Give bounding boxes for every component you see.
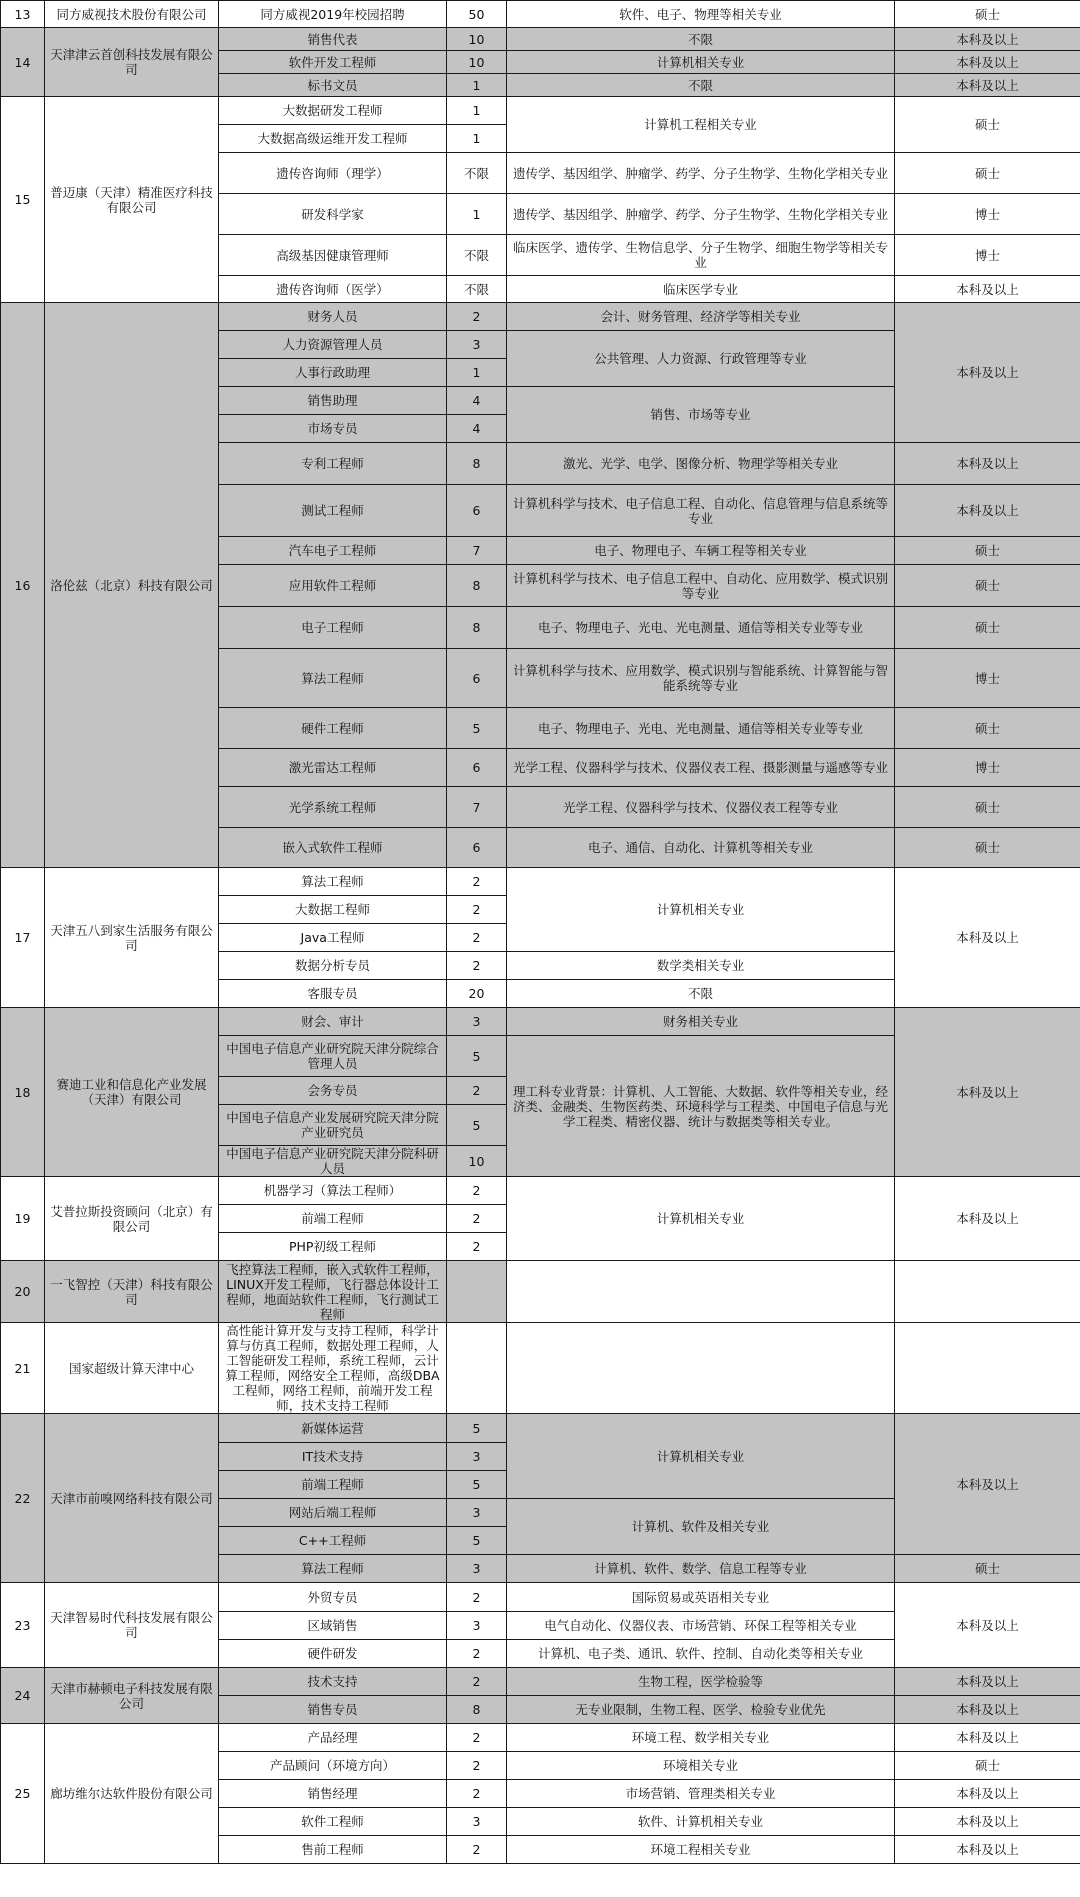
row-number: 19	[1, 1177, 45, 1261]
headcount: 2	[447, 924, 507, 952]
headcount	[447, 1261, 507, 1323]
headcount: 2	[447, 1640, 507, 1668]
degree-requirement: 本科及以上	[895, 1724, 1080, 1752]
row-number: 22	[1, 1414, 45, 1583]
company-name: 洛伦兹（北京）科技有限公司	[45, 303, 219, 868]
major-requirement: 环境工程、数学相关专业	[507, 1724, 895, 1752]
position-title: 市场专员	[219, 415, 447, 443]
position-title: 光学系统工程师	[219, 787, 447, 828]
company-name: 天津五八到家生活服务有限公司	[45, 868, 219, 1008]
row-number: 21	[1, 1323, 45, 1414]
degree-requirement: 博士	[895, 649, 1080, 708]
headcount: 8	[447, 607, 507, 649]
degree-requirement: 本科及以上	[895, 51, 1080, 74]
position-title: 电子工程师	[219, 607, 447, 649]
company-name: 同方威视技术股份有限公司	[45, 1, 219, 28]
headcount: 不限	[447, 153, 507, 194]
major-requirement: 光学工程、仪器科学与技术、仪器仪表工程、摄影测量与遥感等专业	[507, 749, 895, 787]
position-title: 大数据高级运维开发工程师	[219, 125, 447, 153]
degree-requirement: 硕士	[895, 97, 1080, 153]
major-requirement: 环境工程相关专业	[507, 1836, 895, 1864]
headcount: 3	[447, 1008, 507, 1036]
headcount: 3	[447, 1612, 507, 1640]
position-title: 中国电子信息产业发展研究院天津分院产业研究员	[219, 1105, 447, 1146]
position-title: 嵌入式软件工程师	[219, 828, 447, 868]
major-requirement: 计算机相关专业	[507, 51, 895, 74]
degree-requirement: 博士	[895, 235, 1080, 276]
headcount: 5	[447, 1527, 507, 1555]
degree-requirement: 本科及以上	[895, 1008, 1080, 1177]
row-number: 15	[1, 97, 45, 303]
major-requirement: 计算机科学与技术、电子信息工程中、自动化、应用数学、模式识别等专业	[507, 565, 895, 607]
headcount: 3	[447, 331, 507, 359]
row-number: 14	[1, 28, 45, 97]
position-title: 同方威视2019年校园招聘	[219, 1, 447, 28]
major-requirement	[507, 1323, 895, 1414]
degree-requirement: 硕士	[895, 537, 1080, 565]
headcount: 3	[447, 1555, 507, 1583]
degree-requirement: 硕士	[895, 1555, 1080, 1583]
degree-requirement: 本科及以上	[895, 276, 1080, 303]
position-title: 中国电子信息产业研究院天津分院综合管理人员	[219, 1036, 447, 1077]
headcount: 1	[447, 194, 507, 235]
position-title: 硬件研发	[219, 1640, 447, 1668]
position-title: 测试工程师	[219, 485, 447, 537]
company-name: 天津市前嗅网络科技有限公司	[45, 1414, 219, 1583]
major-requirement: 计算机相关专业	[507, 1414, 895, 1499]
major-requirement: 遗传学、基因组学、肿瘤学、药学、分子生物学、生物化学相关专业	[507, 194, 895, 235]
headcount: 2	[447, 868, 507, 896]
major-requirement: 计算机相关专业	[507, 868, 895, 952]
headcount	[447, 1323, 507, 1414]
position-title: 大数据研发工程师	[219, 97, 447, 125]
position-title: 高级基因健康管理师	[219, 235, 447, 276]
major-requirement: 不限	[507, 28, 895, 51]
headcount: 6	[447, 485, 507, 537]
degree-requirement: 硕士	[895, 607, 1080, 649]
company-name: 天津津云首创科技发展有限公司	[45, 28, 219, 97]
headcount: 8	[447, 1696, 507, 1724]
headcount: 7	[447, 537, 507, 565]
headcount: 2	[447, 1836, 507, 1864]
position-title: 高性能计算开发与支持工程师，科学计算与仿真工程师，数据处理工程师，人工智能研发工程师，系统工程师，云计算工程师，网络安全工程师，高级DBA工程师，网络工程师，前端开发工程师，技术支持工程师	[219, 1323, 447, 1414]
major-requirement: 电子、通信、自动化、计算机等相关专业	[507, 828, 895, 868]
degree-requirement: 本科及以上	[895, 485, 1080, 537]
headcount: 4	[447, 415, 507, 443]
major-requirement: 不限	[507, 74, 895, 97]
degree-requirement: 本科及以上	[895, 303, 1080, 443]
row-number: 16	[1, 303, 45, 868]
degree-requirement: 本科及以上	[895, 1668, 1080, 1696]
major-requirement: 公共管理、人力资源、行政管理等专业	[507, 331, 895, 387]
position-title: 财会、审计	[219, 1008, 447, 1036]
headcount: 不限	[447, 235, 507, 276]
degree-requirement: 本科及以上	[895, 868, 1080, 1008]
major-requirement: 计算机、软件、数学、信息工程等专业	[507, 1555, 895, 1583]
position-title: 软件工程师	[219, 1808, 447, 1836]
position-title: 会务专员	[219, 1077, 447, 1105]
major-requirement: 光学工程、仪器科学与技术、仪器仪表工程等专业	[507, 787, 895, 828]
position-title: 产品经理	[219, 1724, 447, 1752]
major-requirement: 计算机相关专业	[507, 1177, 895, 1261]
position-title: 前端工程师	[219, 1205, 447, 1233]
major-requirement: 生物工程，医学检验等	[507, 1668, 895, 1696]
row-number: 23	[1, 1583, 45, 1668]
headcount: 2	[447, 303, 507, 331]
position-title: 软件开发工程师	[219, 51, 447, 74]
company-name: 普迈康（天津）精准医疗科技有限公司	[45, 97, 219, 303]
headcount: 8	[447, 443, 507, 485]
headcount: 5	[447, 1105, 507, 1146]
position-title: 售前工程师	[219, 1836, 447, 1864]
position-title: 激光雷达工程师	[219, 749, 447, 787]
headcount: 2	[447, 1205, 507, 1233]
headcount: 2	[447, 1583, 507, 1612]
position-title: 汽车电子工程师	[219, 537, 447, 565]
headcount: 10	[447, 1146, 507, 1177]
degree-requirement: 硕士	[895, 153, 1080, 194]
position-title: 数据分析专员	[219, 952, 447, 980]
headcount: 8	[447, 565, 507, 607]
major-requirement: 遗传学、基因组学、肿瘤学、药学、分子生物学、生物化学相关专业	[507, 153, 895, 194]
company-name: 廊坊维尔达软件股份有限公司	[45, 1724, 219, 1864]
major-requirement: 电气自动化、仪器仪表、市场营销、环保工程等相关专业	[507, 1612, 895, 1640]
headcount: 2	[447, 1780, 507, 1808]
headcount: 1	[447, 359, 507, 387]
position-title: 研发科学家	[219, 194, 447, 235]
position-title: IT技术支持	[219, 1443, 447, 1471]
major-requirement: 计算机科学与技术、应用数学、模式识别与智能系统、计算智能与智能系统等专业	[507, 649, 895, 708]
headcount: 20	[447, 980, 507, 1008]
position-title: 前端工程师	[219, 1471, 447, 1499]
position-title: 销售专员	[219, 1696, 447, 1724]
position-title: 技术支持	[219, 1668, 447, 1696]
position-title: 机器学习（算法工程师）	[219, 1177, 447, 1205]
major-requirement: 临床医学、遗传学、生物信息学、分子生物学、细胞生物学等相关专业	[507, 235, 895, 276]
position-title: 大数据工程师	[219, 896, 447, 924]
major-requirement: 电子、物理电子、光电、光电测量、通信等相关专业等专业	[507, 708, 895, 749]
row-number: 25	[1, 1724, 45, 1864]
headcount: 不限	[447, 276, 507, 303]
headcount: 3	[447, 1499, 507, 1527]
degree-requirement: 博士	[895, 194, 1080, 235]
major-requirement: 国际贸易或英语相关专业	[507, 1583, 895, 1612]
degree-requirement: 硕士	[895, 828, 1080, 868]
headcount: 5	[447, 1471, 507, 1499]
row-number: 17	[1, 868, 45, 1008]
headcount: 2	[447, 1668, 507, 1696]
headcount: 2	[447, 1233, 507, 1261]
degree-requirement	[895, 1261, 1080, 1323]
headcount: 6	[447, 828, 507, 868]
major-requirement: 不限	[507, 980, 895, 1008]
degree-requirement: 本科及以上	[895, 74, 1080, 97]
headcount: 2	[447, 1724, 507, 1752]
headcount: 2	[447, 952, 507, 980]
company-name: 一飞智控（天津）科技有限公司	[45, 1261, 219, 1323]
position-title: C++工程师	[219, 1527, 447, 1555]
row-number: 18	[1, 1008, 45, 1177]
degree-requirement: 本科及以上	[895, 443, 1080, 485]
major-requirement: 软件、电子、物理等相关专业	[507, 1, 895, 28]
major-requirement: 电子、物理电子、光电、光电测量、通信等相关专业等专业	[507, 607, 895, 649]
headcount: 1	[447, 125, 507, 153]
position-title: 销售代表	[219, 28, 447, 51]
major-requirement: 软件、计算机相关专业	[507, 1808, 895, 1836]
row-number: 24	[1, 1668, 45, 1724]
position-title: 专利工程师	[219, 443, 447, 485]
headcount: 6	[447, 749, 507, 787]
degree-requirement: 硕士	[895, 565, 1080, 607]
position-title: 应用软件工程师	[219, 565, 447, 607]
position-title: 遗传咨询师（医学）	[219, 276, 447, 303]
major-requirement: 数学类相关专业	[507, 952, 895, 980]
headcount: 5	[447, 1414, 507, 1443]
headcount: 7	[447, 787, 507, 828]
degree-requirement: 博士	[895, 749, 1080, 787]
headcount: 1	[447, 97, 507, 125]
degree-requirement: 硕士	[895, 1752, 1080, 1780]
headcount: 4	[447, 387, 507, 415]
degree-requirement: 本科及以上	[895, 1696, 1080, 1724]
degree-requirement: 本科及以上	[895, 1583, 1080, 1668]
degree-requirement: 本科及以上	[895, 1808, 1080, 1836]
position-title: 销售经理	[219, 1780, 447, 1808]
degree-requirement: 本科及以上	[895, 28, 1080, 51]
major-requirement: 计算机、软件及相关专业	[507, 1499, 895, 1555]
degree-requirement: 硕士	[895, 1, 1080, 28]
headcount: 10	[447, 51, 507, 74]
headcount: 2	[447, 896, 507, 924]
headcount: 5	[447, 1036, 507, 1077]
major-requirement: 销售、市场等专业	[507, 387, 895, 443]
position-title: 算法工程师	[219, 1555, 447, 1583]
headcount: 5	[447, 708, 507, 749]
position-title: 新媒体运营	[219, 1414, 447, 1443]
position-title: 网站后端工程师	[219, 1499, 447, 1527]
company-name: 天津市赫顿电子科技发展有限公司	[45, 1668, 219, 1724]
company-name: 赛迪工业和信息化产业发展（天津）有限公司	[45, 1008, 219, 1177]
degree-requirement: 本科及以上	[895, 1836, 1080, 1864]
row-number: 20	[1, 1261, 45, 1323]
position-title: 算法工程师	[219, 649, 447, 708]
position-title: 硬件工程师	[219, 708, 447, 749]
major-requirement: 计算机工程相关专业	[507, 97, 895, 153]
major-requirement: 电子、物理电子、车辆工程等相关专业	[507, 537, 895, 565]
position-title: 人力资源管理人员	[219, 331, 447, 359]
position-title: 人事行政助理	[219, 359, 447, 387]
degree-requirement	[895, 1323, 1080, 1414]
headcount: 3	[447, 1443, 507, 1471]
major-requirement: 财务相关专业	[507, 1008, 895, 1036]
position-title: 客服专员	[219, 980, 447, 1008]
position-title: 销售助理	[219, 387, 447, 415]
position-title: 区域销售	[219, 1612, 447, 1640]
company-name: 国家超级计算天津中心	[45, 1323, 219, 1414]
major-requirement: 计算机、电子类、通讯、软件、控制、自动化类等相关专业	[507, 1640, 895, 1668]
position-title: 算法工程师	[219, 868, 447, 896]
degree-requirement: 本科及以上	[895, 1177, 1080, 1261]
position-title: 遗传咨询师（理学）	[219, 153, 447, 194]
degree-requirement: 本科及以上	[895, 1414, 1080, 1555]
major-requirement: 理工科专业背景：计算机、人工智能、大数据、软件等相关专业，经济类、金融类、生物医药类、环境科学与工程类、中国电子信息与光学工程类、精密仪器、统计与数据类等相关专业。	[507, 1036, 895, 1177]
position-title: 产品顾问（环境方向）	[219, 1752, 447, 1780]
headcount: 50	[447, 1, 507, 28]
headcount: 2	[447, 1077, 507, 1105]
headcount: 2	[447, 1177, 507, 1205]
headcount: 10	[447, 28, 507, 51]
position-title: 中国电子信息产业研究院天津分院科研人员	[219, 1146, 447, 1177]
major-requirement: 计算机科学与技术、电子信息工程、自动化、信息管理与信息系统等专业	[507, 485, 895, 537]
position-title: Java工程师	[219, 924, 447, 952]
major-requirement: 会计、财务管理、经济学等相关专业	[507, 303, 895, 331]
headcount: 1	[447, 74, 507, 97]
major-requirement: 市场营销、管理类相关专业	[507, 1780, 895, 1808]
position-title: 外贸专员	[219, 1583, 447, 1612]
headcount: 2	[447, 1752, 507, 1780]
position-title: 飞控算法工程师，嵌入式软件工程师，LINUX开发工程师，飞行器总体设计工程师，地面站软件工程师，飞行测试工程师	[219, 1261, 447, 1323]
degree-requirement: 本科及以上	[895, 1780, 1080, 1808]
major-requirement: 激光、光学、电学、图像分析、物理学等相关专业	[507, 443, 895, 485]
company-name: 艾普拉斯投资顾问（北京）有限公司	[45, 1177, 219, 1261]
row-number: 13	[1, 1, 45, 28]
position-title: 财务人员	[219, 303, 447, 331]
company-name: 天津智易时代科技发展有限公司	[45, 1583, 219, 1668]
major-requirement: 临床医学专业	[507, 276, 895, 303]
position-title: PHP初级工程师	[219, 1233, 447, 1261]
position-title: 标书文员	[219, 74, 447, 97]
major-requirement: 环境相关专业	[507, 1752, 895, 1780]
headcount: 6	[447, 649, 507, 708]
major-requirement	[507, 1261, 895, 1323]
headcount: 3	[447, 1808, 507, 1836]
degree-requirement: 硕士	[895, 708, 1080, 749]
major-requirement: 无专业限制，生物工程、医学、检验专业优先	[507, 1696, 895, 1724]
degree-requirement: 硕士	[895, 787, 1080, 828]
